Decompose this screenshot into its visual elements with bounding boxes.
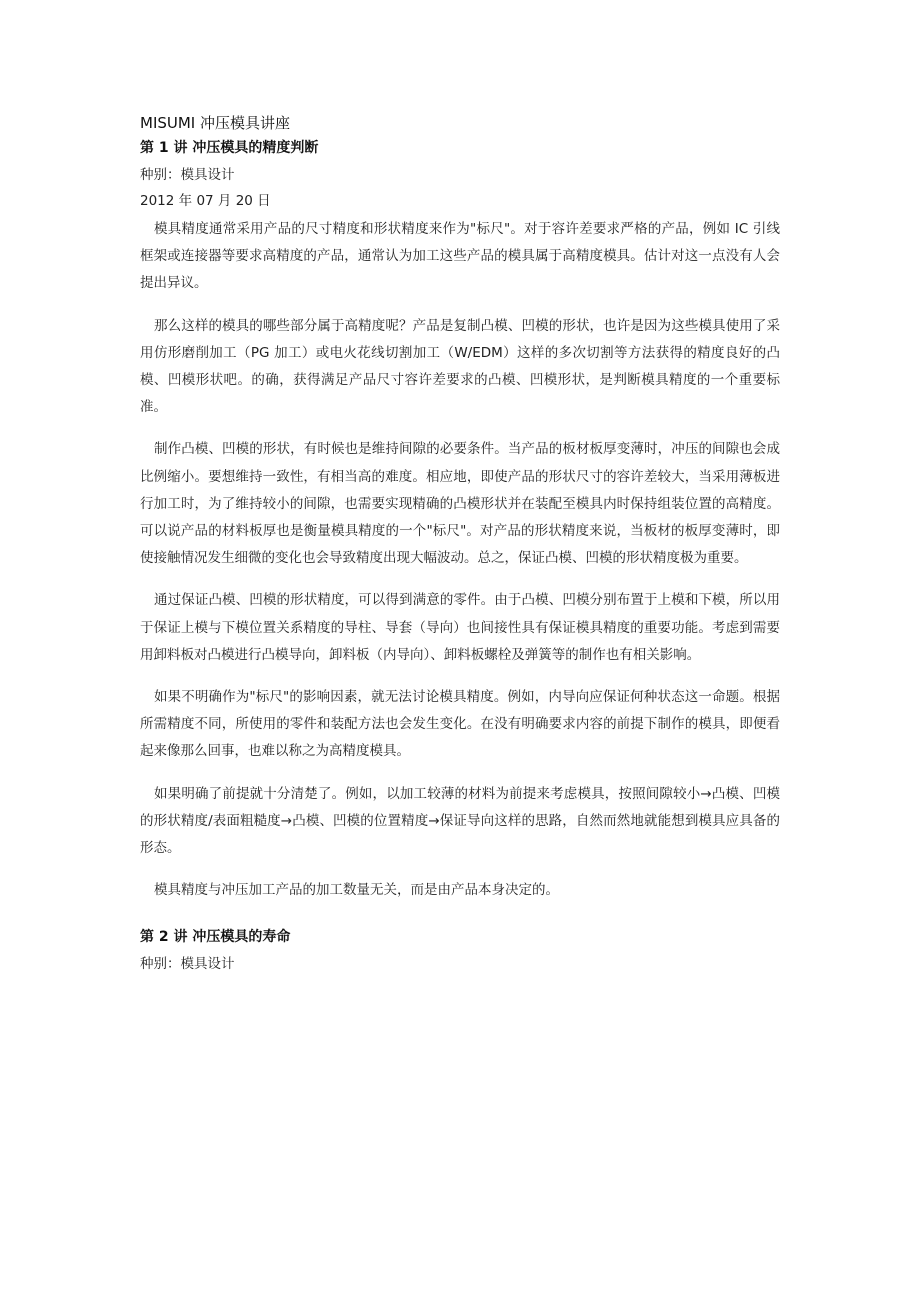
document-content [140, 112, 780, 979]
paragraph-6: 如果明确了前提就十分清楚了。例如，以加工较薄的材料为前提来考虑模具，按照间隙较小→凸模、凹模的形状精度/表面粗糙度→凸模、凹模的位置精度→保证导向这样的思路，自然而然地就能想到模具应具备的形态。 [140, 785, 780, 857]
lecture-2-section [140, 926, 780, 975]
lecture-1-title: 第 1 讲 冲压模具的精度判断 [140, 140, 319, 156]
paragraph-5: 如果不明确作为"标尺"的影响因素，就无法讨论模具精度。例如，内导向应保证何种状态这一命题。根据所需精度不同，所使用的零件和装配方法也会发生变化。在没有明确要求内容的前提下制作的模具，即便看起来像那么回事，也难以称之为高精度模具。 [140, 689, 780, 760]
lecture-1-date: 2012 年 07 月 20 日 [140, 193, 271, 209]
paragraph-3: 制作凸模、凹模的形状，有时候也是维持间隙的必要条件。当产品的板材板厚变薄时，冲压的间隙也会成比例缩小。要想维持一致性，有相当高的难度。相应地，即使产品的形状尺寸的容许差较大，当采用薄板进行加工时，为了维持较小的间隙，也需要实现精确的凸模形状并在装配至模具内时保持组装位置的高精度。可以说产品的材料板厚也是衡量模具精度的一个"标尺"。对产品的形状精度来说，当板材的板厚变薄时，即使接触情况发生细微的变化也会导致精度出现大幅波动。总之，保证凸模、凹模的形状精度极为重要。 [140, 441, 780, 567]
lecture-2-category: 种别：模具设计 [140, 956, 235, 973]
paragraph-1: 模具精度通常采用产品的尺寸精度和形状精度来作为"标尺"。对于容许差要求严格的产品，例如 IC 引线框架或连接器等要求高精度的产品，通常认为加工这些产品的模具属于高精度模具。估计对这一点没有人会提出异议。 [140, 221, 780, 292]
paragraph-7: 模具精度与冲压加工产品的加工数量无关，而是由产品本身决定的。 [154, 882, 559, 899]
paragraph-4: 通过保证凸模、凹模的形状精度，可以得到满意的零件。由于凸模、凹模分别布置于上模和下模，所以用于保证上模与下模位置关系精度的导柱、导套（导向）也间接性具有保证模具精度的重要功能。考虑到需要用卸料板对凸模进行凸模导向，卸料板（内导向）、卸料板螺栓及弹簧等的制作也有相关影响。 [140, 592, 780, 663]
lecture-2-title: 第 2 讲 冲压模具的寿命 [140, 929, 291, 946]
document-title: MISUMI 冲压模具讲座 [140, 114, 291, 132]
paragraph-2: 那么这样的模具的哪些部分属于高精度呢？产品是复制凸模、凹模的形状，也许是因为这些模具使用了采用仿形磨削加工（PG 加工）或电火花线切割加工（W/EDM）这样的多次切割等方法获得的精度良好的凸模、凹模形状吧。的确，获得满足产品尺寸容许差要求的凸模、凹模形状，是判断模具精度的一个重要标准。 [140, 317, 780, 416]
lecture-1-category: 种别：模具设计 [140, 167, 235, 183]
